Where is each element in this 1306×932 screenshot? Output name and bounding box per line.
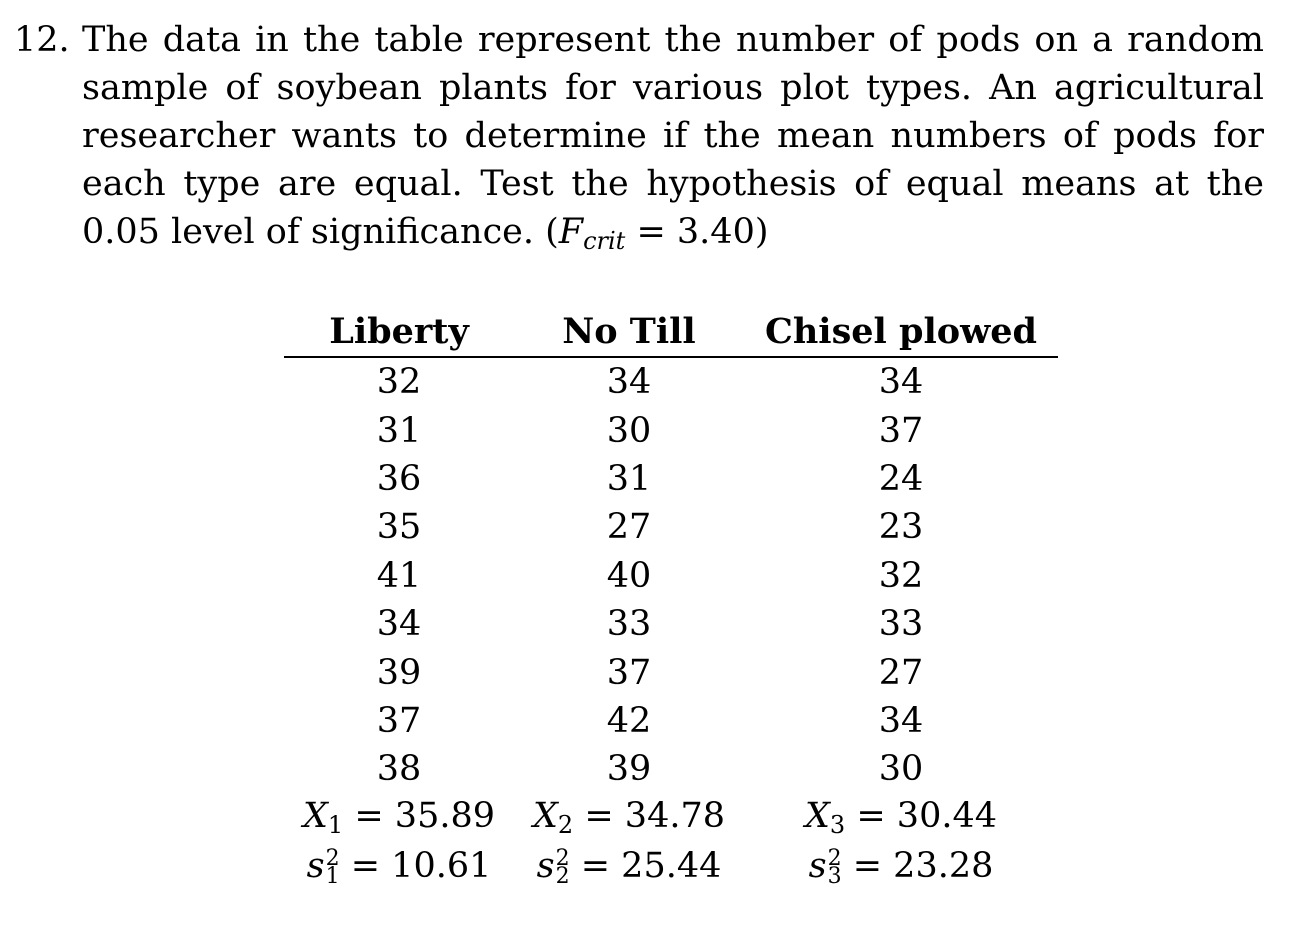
table-cell: 31 [376,410,422,451]
table-cell: 41 [376,555,422,596]
problem-number: 12. [14,20,70,60]
table-cell: 34 [878,700,924,741]
table-cell: 39 [376,652,422,693]
mean-chisel-plowed [744,794,1058,842]
table-row [284,697,1058,745]
variance-value: = 10.61 [350,846,492,887]
table-cell: 34 [376,604,422,645]
mean-index: 1 [327,811,344,840]
f-critical-value: = 3.40) [625,212,769,252]
problem-text-body: The data in the table represent the number of pods on a random sample of soybean plants for various plot types. An agricultural researcher wants to determine if the mean numbers of pods for each type are equal. Test the hypothesis of equal means at the 0.05 level of significance. ( [82,20,1264,252]
table-cell: 33 [878,604,924,645]
problem-statement [14,16,1264,265]
variance-index: 1 [325,863,340,889]
variance-symbol: s [808,846,827,887]
problem-text [82,16,1264,265]
table-cell: 31 [606,458,652,499]
table-cell: 23 [878,507,924,548]
variance-chisel-plowed [744,842,1058,890]
table-cell: 35 [376,507,422,548]
header-liberty: Liberty [284,300,514,357]
table-cell: 39 [606,749,652,790]
table-cell: 33 [606,604,652,645]
mean-symbol: X [533,796,558,837]
variance-liberty [284,842,514,890]
table-cell: 30 [606,410,652,451]
table-row [284,406,1058,454]
means-row [284,794,1058,842]
variance-index: 2 [555,863,570,889]
table-cell: 32 [878,555,924,596]
variances-row [284,842,1058,890]
table-cell: 27 [878,652,924,693]
header-no-till: No Till [514,300,744,357]
table-cell: 40 [606,555,652,596]
table-cell: 27 [606,507,652,548]
table-cell: 37 [376,700,422,741]
header-chisel-plowed: Chisel plowed [744,300,1058,357]
pods-data-table [284,300,1058,890]
table-cell: 36 [376,458,422,499]
table-cell: 37 [878,410,924,451]
variance-symbol: s [306,846,325,887]
table-row [284,455,1058,503]
table-cell: 38 [376,749,422,790]
variance-value: = 23.28 [852,846,994,887]
f-symbol: F [558,212,584,252]
mean-value: = 30.44 [856,796,997,837]
table-cell: 37 [606,652,652,693]
table-row [284,552,1058,600]
variance-symbol: s [536,846,555,887]
mean-symbol: X [303,796,328,837]
mean-symbol: X [805,796,830,837]
table-row [284,357,1058,406]
table-cell: 30 [878,749,924,790]
table-cell: 34 [878,362,924,403]
table-cell: 42 [606,700,652,741]
variance-index: 3 [827,863,842,889]
mean-index: 2 [557,811,574,840]
variance-power: 2 [827,845,842,871]
mean-value: = 35.89 [354,796,495,837]
mean-index: 3 [829,811,846,840]
mean-no-till [514,794,744,842]
variance-power: 2 [325,845,340,871]
table-cell: 24 [878,458,924,499]
table-cell: 34 [606,362,652,403]
table-cell: 32 [376,362,422,403]
table-header-row [284,300,1058,357]
variance-power: 2 [555,845,570,871]
table-row [284,503,1058,551]
variance-value: = 25.44 [580,846,722,887]
variance-no-till [514,842,744,890]
table-row [284,745,1058,793]
mean-liberty [284,794,514,842]
table-row [284,600,1058,648]
f-subscript: crit [583,227,626,255]
table-row [284,648,1058,696]
mean-value: = 34.78 [584,796,725,837]
